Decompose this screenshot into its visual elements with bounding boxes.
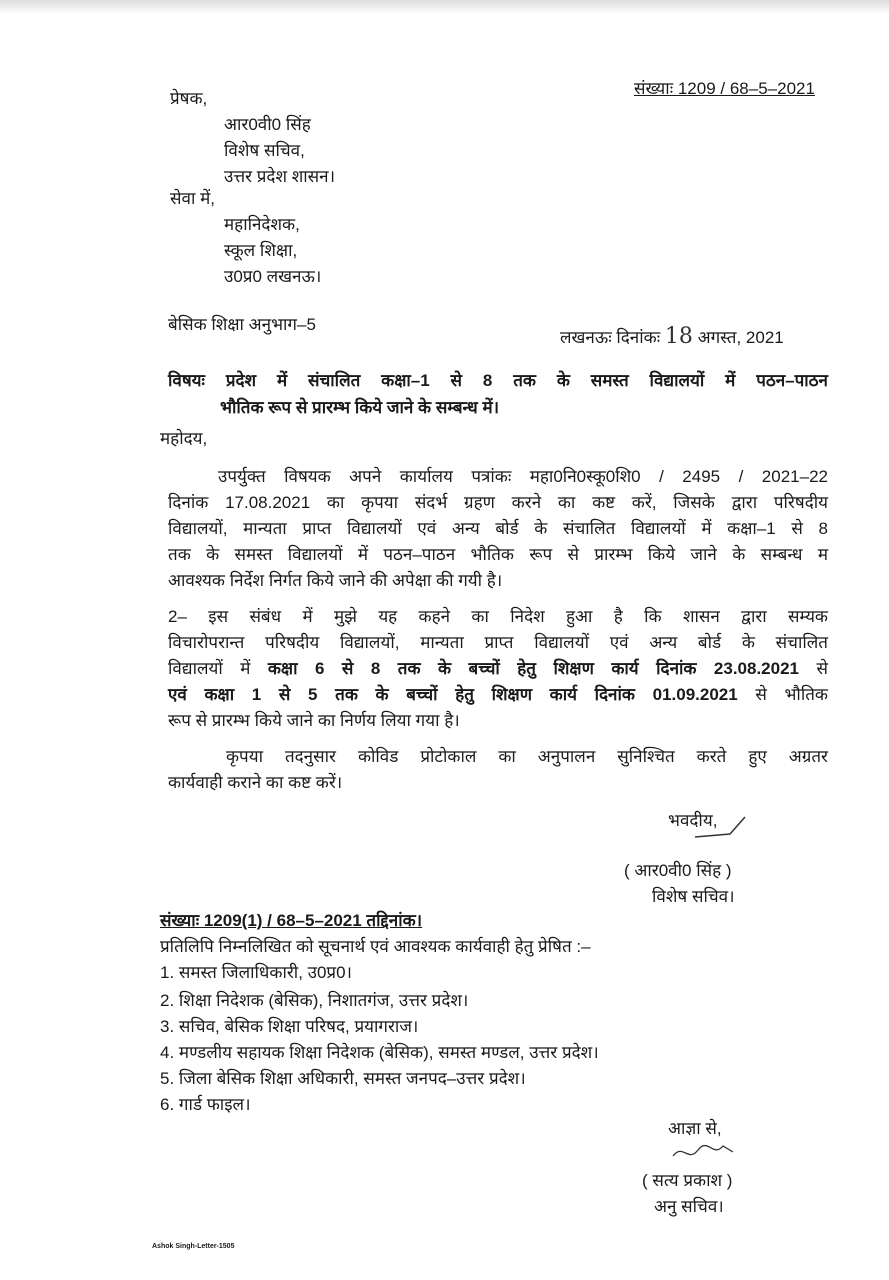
- copy-intro: प्रतिलिपि निम्नलिखित को सूचनार्थ एवं आवश्यक कार्यवाही हेतु प्रेषित :–: [160, 937, 591, 956]
- handwritten-signature: [668, 1138, 738, 1164]
- sender-name: आर0वी0 सिंह: [224, 115, 311, 134]
- order-label: आज्ञा से,: [668, 1119, 722, 1138]
- text: से: [816, 659, 828, 678]
- recipient-place: उ0प्र0 लखनऊ।: [224, 267, 322, 286]
- scan-edge: [0, 0, 889, 14]
- footer-label: Ashok Singh-Letter-1505: [152, 1243, 235, 1250]
- sender-office: उत्तर प्रदेश शासन।: [224, 167, 336, 186]
- para1-line-4: तक के समस्त विद्यालयों में पठन–पाठन भौतिक रूप से प्रारम्भ किये जाने के सम्बन्ध म: [168, 545, 828, 564]
- closing: भवदीय,: [668, 811, 718, 830]
- para2-line-3: [168, 658, 828, 680]
- salutation: महोदय,: [160, 429, 208, 448]
- text: विद्यालयों में: [168, 659, 251, 678]
- para3-line-1: कृपया तदनुसार कोविड प्रोटोकाल का अनुपालन सुनिश्चित करते हुए अग्रतर: [226, 747, 828, 766]
- date-suffix: अगस्त, 2021: [697, 328, 784, 347]
- reference-number: संख्याः 1209 / 68–5–2021: [634, 79, 815, 98]
- sender-title: विशेष सचिव,: [224, 141, 305, 160]
- para2-line-5: रूप से प्रारम्भ किये जाने का निर्णय लिया गया है।: [168, 711, 460, 730]
- date-prefix: लखनऊः दिनांकः: [560, 328, 661, 347]
- copy-item: 2. शिक्षा निदेशक (बेसिक), निशातगंज, उत्तर प्रदेश।: [160, 991, 469, 1010]
- subject-line-2: भौतिक रूप से प्रारम्भ किये जाने के सम्बन्ध में।: [220, 398, 500, 417]
- para2-line-4: [168, 684, 828, 706]
- subject-line-1: विषयः प्रदेश में संचालित कक्षा–1 से 8 तक के समस्त विद्यालयों में पठन–पाठन: [168, 371, 828, 390]
- bold-text: कक्षा 6 से 8 तक के बच्चों हेतु शिक्षण कार्य दिनांक 23.08.2021: [267, 659, 800, 678]
- para1-line-1: उपर्युक्त विषयक अपने कार्यालय पत्रांकः महा0नि0स्कू0शि0 / 2495 / 2021–22: [218, 467, 828, 486]
- recipient-label: सेवा में,: [170, 189, 215, 208]
- signatory-name: ( आर0वी0 सिंह ): [624, 861, 732, 880]
- copy-item: 6. गार्ड फाइल।: [160, 1095, 251, 1114]
- para1-line-3: विद्यालयों, मान्यता प्राप्त विद्यालयों एवं अन्य बोर्ड के संचालित विद्यालयों में कक्षा–1 से 8: [168, 519, 828, 538]
- order-signatory-name: ( सत्य प्रकाश ): [642, 1171, 733, 1190]
- recipient-dept: स्कूल शिक्षा,: [224, 241, 298, 260]
- para1-line-2: दिनांक 17.08.2021 का कृपया संदर्भ ग्रहण करने का कष्ट करें, जिसके द्वारा परिषदीय: [168, 493, 828, 512]
- sender-label: प्रेषक,: [170, 89, 208, 108]
- copy-item: 4. मण्डलीय सहायक शिक्षा निदेशक (बेसिक), समस्त मण्डल, उत्तर प्रदेश।: [160, 1043, 599, 1062]
- date-day: 18: [664, 324, 693, 349]
- text: से भौतिक: [755, 685, 828, 704]
- recipient-title: महानिदेशक,: [224, 215, 300, 234]
- order-signatory-title: अनु सचिव।: [654, 1197, 724, 1216]
- para3-line-2: कार्यवाही कराने का कष्ट करें।: [168, 773, 343, 792]
- signature-mark: [690, 812, 750, 842]
- para1-line-5: आवश्यक निर्देश निर्गत किये जाने की अपेक्षा की गयी है।: [168, 571, 503, 590]
- copy-item: 5. जिला बेसिक शिक्षा अधिकारी, समस्त जनपद–उत्तर प्रदेश।: [160, 1069, 526, 1088]
- letter-date: [560, 326, 784, 349]
- copy-reference: संख्याः 1209(1) / 68–5–2021 तद्दिनांक।: [160, 911, 423, 930]
- signatory-title: विशेष सचिव।: [652, 887, 735, 906]
- copy-item: 1. समस्त जिलाधिकारी, उ0प्र0।: [160, 963, 352, 982]
- bold-text: एवं कक्षा 1 से 5 तक के बच्चों हेतु शिक्षण कार्य दिनांक 01.09.2021: [168, 685, 738, 704]
- para2-line-2: विचारोपरान्त परिषदीय विद्यालयों, मान्यता प्राप्त विद्यालयों एवं अन्य बोर्ड के संचालित: [168, 633, 828, 652]
- para2-line-1: 2– इस संबंध में मुझे यह कहने का निदेश हुआ है कि शासन द्वारा सम्यक: [168, 607, 828, 626]
- copy-item: 3. सचिव, बेसिक शिक्षा परिषद, प्रयागराज।: [160, 1017, 419, 1036]
- section-name: बेसिक शिक्षा अनुभाग–5: [168, 315, 316, 334]
